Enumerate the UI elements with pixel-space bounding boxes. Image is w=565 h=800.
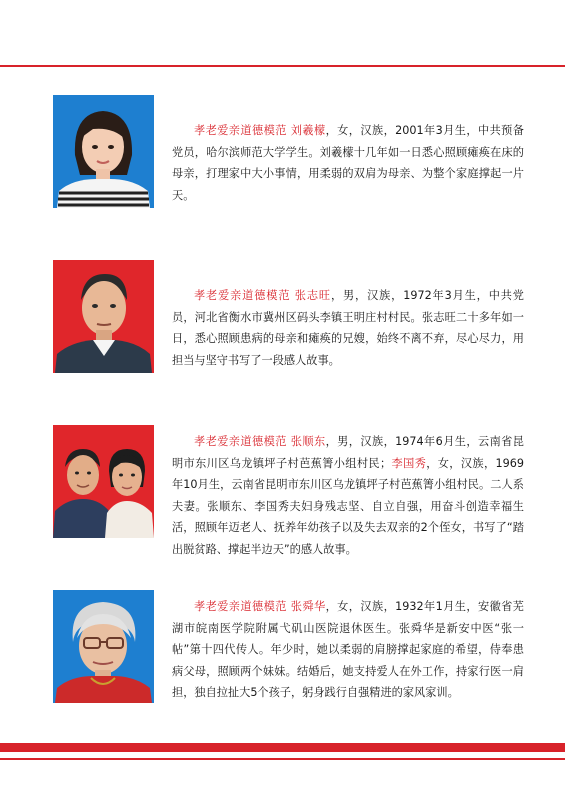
honor-title: 孝老爱亲道德模范 <box>194 600 287 613</box>
bottom-divider <box>0 758 565 760</box>
honoree-bio: ，男，汉族，1974年6月生，云南省昆明市东川区乌龙镇坪子村芭蕉箐小组村民； <box>172 435 524 470</box>
honoree-description <box>172 596 524 704</box>
portrait-elderly-woman-photo <box>53 590 154 703</box>
portrait-young-woman-photo <box>53 95 154 208</box>
honoree-description <box>172 120 524 206</box>
portrait-couple-photo <box>53 425 154 538</box>
honor-title: 孝老爱亲道德模范 <box>194 435 287 448</box>
honor-title: 孝老爱亲道德模范 <box>194 124 287 137</box>
honoree-bio-spouse: ，女，汉族，1969年10月生，云南省昆明市东川区乌龙镇坪子村芭蕉箐小组村民。二人系夫妻。张顺东、李国秀夫妇身残志坚、自立自强，用奋斗创造幸福生活，照顾年迈老人、抚养年幼孩子以及失去双亲的2个侄女，书写了“踏出脱贫路、撑起半边天”的感人故事。 <box>172 456 524 556</box>
honoree-description <box>172 285 524 371</box>
top-divider <box>0 65 565 67</box>
honoree-bio: ，男，汉族，1972年3月生，中共党员，河北省衡水市冀州区码头李镇王明庄村村民。张志旺二十多年如一日，悉心照顾患病的母亲和瘫痪的兄嫂，始终不离不弃，尽心尽力，用担当与坚守书写了一段感人故事。 <box>172 289 524 367</box>
honoree-bio: ，女，汉族，1932年1月生，安徽省芜湖市皖南医学院附属弋矶山医院退休医生。张舜华是新安中医“张一帖”第十四代传人。年少时，她以柔弱的肩膀撑起家庭的希望，侍奉患病父母，照顾两个妹妹。结婚后，她支持爱人在外工作，持家行医一肩担，独自拉扯大5个孩子，躬身践行自强精进的家风家训。 <box>172 600 524 700</box>
honoree-name: 刘羲檬 <box>290 124 326 137</box>
honoree-name-spouse: 李国秀 <box>391 456 427 470</box>
honoree-bio: ，女，汉族，2001年3月生，中共预备党员，哈尔滨师范大学学生。刘羲檬十几年如一日悉心照顾瘫痪在床的母亲，打理家中大小事情，用柔弱的双肩为母亲、为整个家庭撑起一片天。 <box>172 124 524 202</box>
portrait-man-photo <box>53 260 154 373</box>
honoree-name: 张顺东 <box>290 435 326 448</box>
bottom-band <box>0 743 565 752</box>
honor-title: 孝老爱亲道德模范 <box>194 289 291 302</box>
honoree-name: 张舜华 <box>290 600 326 613</box>
honoree-name: 张志旺 <box>294 289 331 302</box>
honoree-description <box>172 431 524 561</box>
